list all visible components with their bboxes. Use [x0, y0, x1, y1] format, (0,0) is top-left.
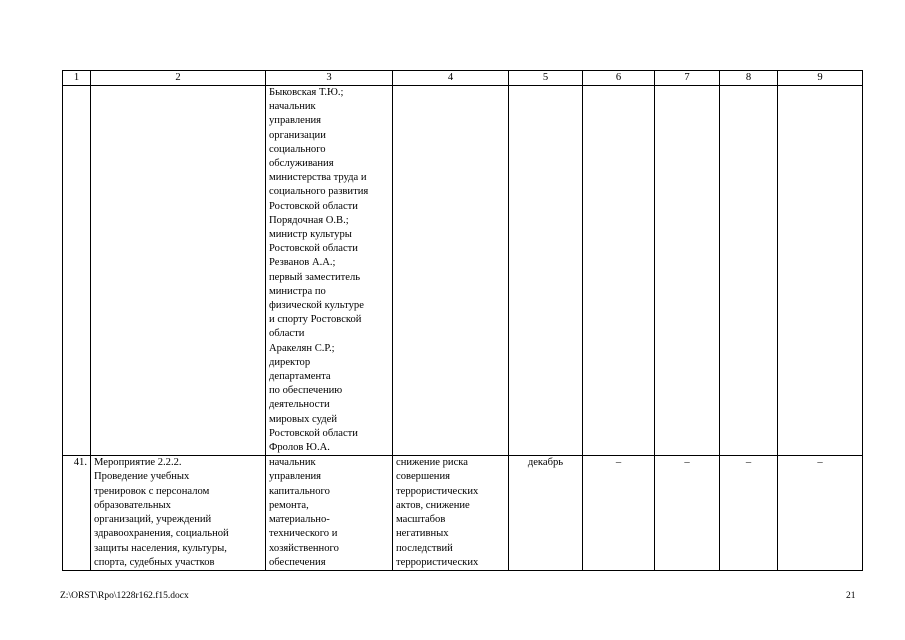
- responsible-line: Быковская Т.Ю.;: [269, 87, 344, 98]
- measure-line: организаций, учреждений: [94, 514, 212, 526]
- responsible-line: социального развития: [269, 186, 369, 198]
- header-col-7: 7: [655, 71, 720, 86]
- header-col-1: 1: [63, 71, 91, 86]
- measure-line: тренировок с персоналом: [94, 485, 210, 497]
- responsible-line: Ростовской области: [269, 200, 358, 212]
- table-header-row: [63, 71, 863, 86]
- cell-col9: [778, 86, 863, 456]
- measure-line: здравоохранения, социальной: [94, 528, 229, 540]
- row-number: 41.: [63, 456, 91, 571]
- measure-line: Проведение учебных: [94, 471, 190, 483]
- plan-table: [62, 70, 863, 571]
- responsible-line: Аракелян С.Р.;: [269, 342, 335, 354]
- responsible-line: ремонта,: [269, 499, 309, 511]
- cell-col8: –: [720, 456, 778, 571]
- responsible-line: управления: [269, 471, 322, 483]
- cell-responsible: [266, 456, 393, 571]
- responsible-line: Ростовской области: [269, 243, 358, 255]
- cell-col6: [583, 86, 655, 456]
- responsible-line: физической культуре: [269, 300, 364, 312]
- measure-line: Мероприятие 2.2.2.: [94, 457, 182, 469]
- result-line: террористических: [396, 485, 479, 497]
- responsible-line: Ростовской области: [269, 427, 358, 439]
- cell-col7: [655, 86, 720, 456]
- responsible-line: обеспечения: [269, 556, 326, 568]
- cell-col8: [720, 86, 778, 456]
- table-row-continued: [63, 86, 863, 456]
- responsible-line: организации: [269, 129, 326, 141]
- header-col-2: 2: [91, 71, 266, 86]
- responsible-line: Резванов А.А.;: [269, 257, 336, 269]
- responsible-line: управления: [269, 115, 322, 127]
- responsible-line: деятельности: [269, 399, 330, 411]
- header-col-8: 8: [720, 71, 778, 86]
- responsible-line: первый заместитель: [269, 271, 361, 283]
- cell-result: [393, 86, 509, 456]
- measure-line: образовательных: [94, 499, 171, 511]
- result-line: негативных: [396, 528, 449, 540]
- responsible-line: министерства труда и: [269, 172, 367, 184]
- measure-line: защиты населения, культуры,: [94, 542, 227, 554]
- responsible-line: обслуживания: [269, 158, 334, 170]
- responsible-line: и спорту Ростовской: [269, 314, 362, 326]
- result-line: актов, снижение: [396, 499, 470, 511]
- responsible-line: департамента: [269, 371, 331, 383]
- header-col-9: 9: [778, 71, 863, 86]
- cell-deadline: [509, 86, 583, 456]
- responsible-line: министр культуры: [269, 229, 352, 241]
- responsible-line: материально-: [269, 514, 330, 526]
- responsible-line: начальник: [269, 457, 316, 469]
- result-line: последствий: [396, 542, 453, 554]
- cell-deadline: декабрь: [509, 456, 583, 571]
- table-row-41: [63, 456, 863, 571]
- cell-col7: –: [655, 456, 720, 571]
- cell-col6: –: [583, 456, 655, 571]
- measure-line: спорта, судебных участков: [94, 556, 215, 568]
- cell-responsible: [266, 86, 393, 456]
- cell-num: [63, 86, 91, 456]
- cell-result: [393, 456, 509, 571]
- responsible-line: области: [269, 328, 305, 340]
- responsible-line: Фролов Ю.А.: [269, 442, 330, 454]
- responsible-line: Порядочная О.В.;: [269, 214, 349, 226]
- responsible-line: социального: [269, 143, 326, 155]
- result-line: снижение риска: [396, 457, 468, 469]
- result-line: масштабов: [396, 514, 446, 526]
- result-line: совершения: [396, 471, 451, 483]
- responsible-line: начальник: [269, 101, 316, 113]
- responsible-line: по обеспечению: [269, 385, 343, 397]
- responsible-line: директор: [269, 356, 311, 368]
- header-col-4: 4: [393, 71, 509, 86]
- header-col-6: 6: [583, 71, 655, 86]
- header-col-3: 3: [266, 71, 393, 86]
- responsible-line: министра по: [269, 285, 326, 297]
- responsible-line: мировых судей: [269, 413, 337, 425]
- cell-col9: –: [778, 456, 863, 571]
- responsible-line: хозяйственного: [269, 542, 339, 554]
- cell-measure: [91, 86, 266, 456]
- footer-page-number: 21: [846, 591, 856, 601]
- cell-measure: [91, 456, 266, 571]
- responsible-line: технического и: [269, 528, 338, 540]
- header-col-5: 5: [509, 71, 583, 86]
- responsible-line: капитального: [269, 485, 330, 497]
- result-line: террористических: [396, 556, 479, 568]
- footer-file-path: Z:\ORST\Rpo\1228r162.f15.docx: [60, 591, 189, 601]
